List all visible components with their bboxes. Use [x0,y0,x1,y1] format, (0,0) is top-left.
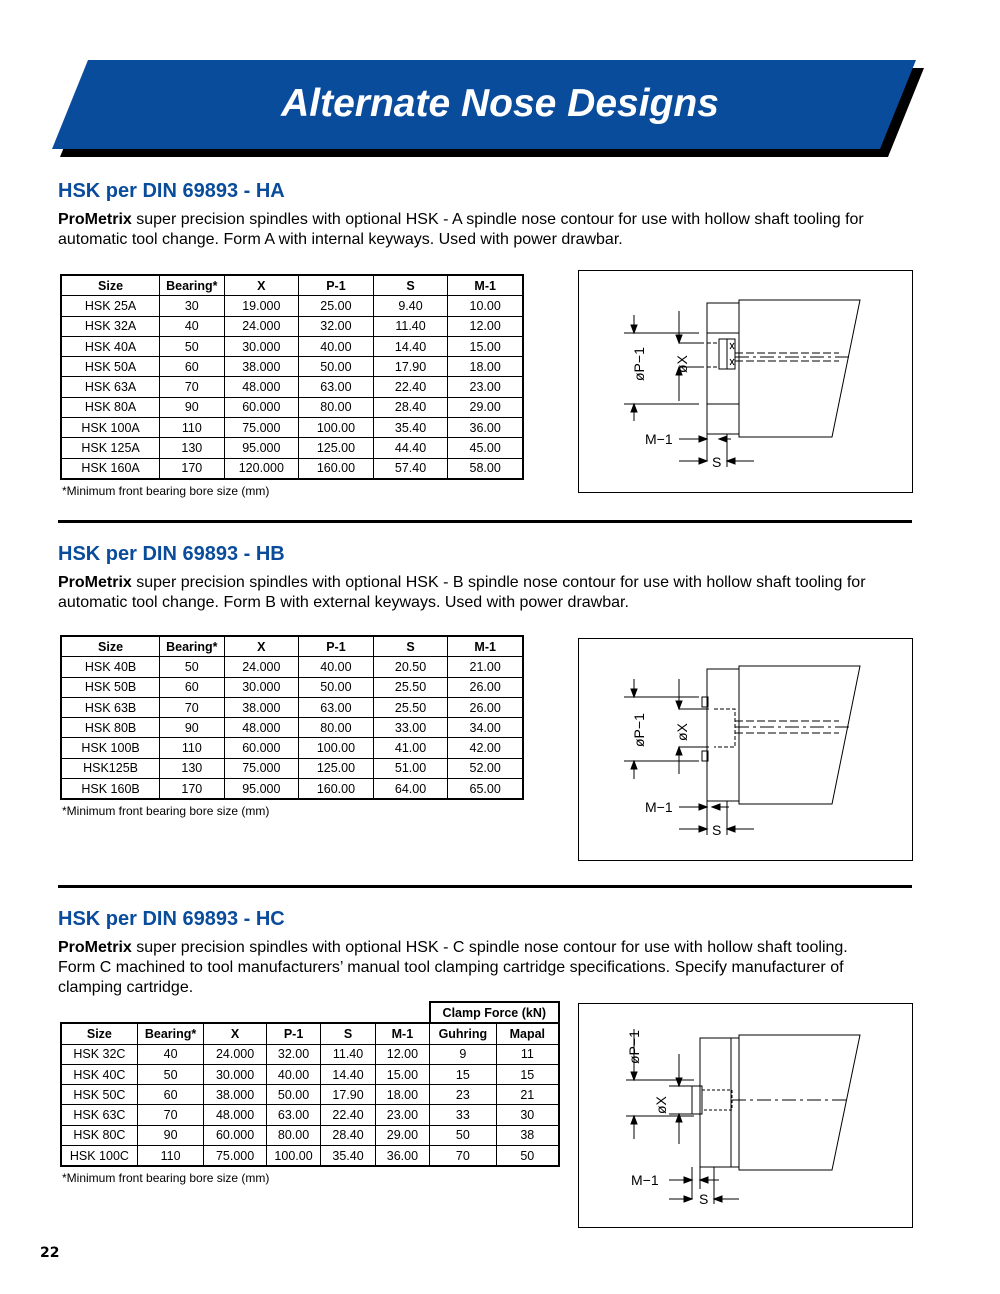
cell: 60.000 [224,397,299,417]
cell: HSK 50A [61,357,160,377]
dim-label-m: M−1 [645,431,673,447]
cell: 38.000 [224,357,299,377]
diagram-hc [578,1003,913,1228]
cell: 34.00 [448,718,523,738]
cell: 125.00 [299,438,374,458]
cell: 30.000 [224,677,299,697]
dim-label-p: øP−1 [631,347,647,381]
table-row [61,1146,559,1167]
cell: 80.00 [299,718,374,738]
cell: 160.00 [299,779,374,800]
table-row [61,397,523,417]
cell: 17.90 [373,357,448,377]
cell: 24.000 [224,316,299,336]
nose-drawing-hb [579,639,912,860]
cell: 40 [137,1044,204,1064]
dim-label-x: øX [674,723,690,741]
dim-label-x: øX [674,355,690,373]
cell: 25.50 [373,677,448,697]
cell: 20.50 [373,657,448,677]
cell: 29.00 [448,397,523,417]
table-row [61,779,523,800]
cell: 15 [496,1064,559,1084]
dim-label-x: øX [653,1096,669,1114]
col-header: Bearing* [160,636,224,657]
cell: 60 [160,677,224,697]
cell: 50.00 [299,677,374,697]
col-header: Size [61,636,160,657]
cell: HSK 80B [61,718,160,738]
cell: 70 [160,377,224,397]
cell: HSK 100C [61,1146,137,1167]
cell: 170 [160,779,224,800]
cell: 42.00 [448,738,523,758]
cell: 11.40 [373,316,448,336]
diagram-hb [578,638,913,861]
dim-label-s: S [712,454,722,470]
col-header: Size [61,1023,137,1044]
cell: 30 [496,1105,559,1125]
cell: 95.000 [224,438,299,458]
cell: 63.00 [299,377,374,397]
col-header: P-1 [299,636,374,657]
col-header: M-1 [448,636,523,657]
cell: HSK 25A [61,296,160,316]
cell: 95.000 [224,779,299,800]
table-row [61,1044,559,1064]
cell: 160.00 [299,458,374,479]
cell: 48.000 [204,1105,266,1125]
cell: 28.40 [321,1125,375,1145]
cell: HSK 125A [61,438,160,458]
cell: 11.40 [321,1044,375,1064]
col-header: X [204,1023,266,1044]
col-header: Bearing* [137,1023,204,1044]
cell: 40.00 [266,1064,321,1084]
cell: 100.00 [299,738,374,758]
cell: 100.00 [266,1146,321,1167]
section-title-hc: HSK per DIN 69893 - HC [58,908,285,930]
dim-label-p: øP−1 [626,1030,642,1064]
cell: 19.000 [224,296,299,316]
cell: 40.00 [299,336,374,356]
col-header: Size [61,275,160,296]
dim-label-s: S [712,822,722,838]
cell: 64.00 [373,779,448,800]
cell: 90 [160,397,224,417]
cell: 110 [160,738,224,758]
cell: 110 [160,418,224,438]
cell: 170 [160,458,224,479]
cell: 80.00 [299,397,374,417]
cell: 45.00 [448,438,523,458]
section-title-ha: HSK per DIN 69893 - HA [58,180,285,202]
table-row [61,677,523,697]
cell: 75.000 [224,758,299,778]
cell: HSK 40A [61,336,160,356]
spec-table-hc [60,1001,560,1167]
cell: 50.00 [266,1085,321,1105]
cell: 60.000 [204,1125,266,1145]
diagram-ha [578,270,913,493]
cell: 15.00 [375,1064,429,1084]
cell: 70 [137,1105,204,1125]
table-row [61,1064,559,1084]
cell: HSK 32C [61,1044,137,1064]
cell: 90 [160,718,224,738]
cell: 33 [430,1105,497,1125]
cell: 28.40 [373,397,448,417]
brand-name: ProMetrix [58,211,132,228]
table-row [61,738,523,758]
table-row [61,316,523,336]
cell: 35.40 [321,1146,375,1167]
col-header: M-1 [375,1023,429,1044]
cell: 38.000 [224,697,299,717]
cell: HSK125B [61,758,160,778]
cell: 40.00 [299,657,374,677]
cell: 18.00 [448,357,523,377]
cell: HSK 100A [61,418,160,438]
cell: 130 [160,758,224,778]
cell: 17.90 [321,1085,375,1105]
cell: 38.000 [204,1085,266,1105]
cell: 50 [160,657,224,677]
col-header: P-1 [299,275,374,296]
cell: 50 [496,1146,559,1167]
cell: 40 [160,316,224,336]
table-row [61,418,523,438]
spec-table-hb [60,635,524,800]
cell: 120.000 [224,458,299,479]
cell: 11 [496,1044,559,1064]
cell: 30.000 [204,1064,266,1084]
cell: 32.00 [299,316,374,336]
nose-drawing-hc [579,1004,912,1227]
dim-label-s: S [699,1191,709,1207]
cell: 100.00 [299,418,374,438]
cell: 14.40 [373,336,448,356]
cell: HSK 40B [61,657,160,677]
cell: 58.00 [448,458,523,479]
cell: 36.00 [375,1146,429,1167]
cell: 18.00 [375,1085,429,1105]
cell: 41.00 [373,738,448,758]
cell: HSK 80C [61,1125,137,1145]
cell: 63.00 [266,1105,321,1125]
cell: 44.40 [373,438,448,458]
cell: 14.40 [321,1064,375,1084]
section-divider [58,520,912,523]
section-description-ha: ProMetrix super precision spindles with optional HSK - A spindle nose contour for use with hollow shaft tooling for automatic tool change. Form A with internal keyways. Used with power drawbar. [58,211,864,248]
spec-table-ha [60,274,524,480]
cell: 50.00 [299,357,374,377]
cell: 26.00 [448,697,523,717]
cell: 51.00 [373,758,448,778]
table-row [61,1105,559,1125]
col-header: S [373,275,448,296]
table-row [61,1125,559,1145]
brand-name: ProMetrix [58,574,132,591]
dim-label-p: øP−1 [631,713,647,747]
cell: 12.00 [375,1044,429,1064]
brand-name: ProMetrix [58,939,132,956]
cell: 50 [160,336,224,356]
cell: HSK 32A [61,316,160,336]
cell: 35.40 [373,418,448,438]
cell: 60 [160,357,224,377]
cell: 22.40 [321,1105,375,1125]
header-banner [0,0,1000,170]
table-row [61,458,523,479]
table-row [61,718,523,738]
section-title-hb: HSK per DIN 69893 - HB [58,543,285,565]
cell: 23.00 [375,1105,429,1125]
table-row [61,657,523,677]
table-row [61,377,523,397]
cell: 110 [137,1146,204,1167]
col-header: S [373,636,448,657]
cell: 15 [430,1064,497,1084]
cell: HSK 160A [61,458,160,479]
cell: 22.40 [373,377,448,397]
cell: HSK 160B [61,779,160,800]
col-header: P-1 [266,1023,321,1044]
cell: 50 [137,1064,204,1084]
cell: HSK 50B [61,677,160,697]
cell: 75.000 [224,418,299,438]
cell: HSK 40C [61,1064,137,1084]
footnote-hb: *Minimum front bearing bore size (mm) [62,804,270,818]
cell: 80.00 [266,1125,321,1145]
cell: HSK 80A [61,397,160,417]
table-row [61,336,523,356]
cell: 50 [430,1125,497,1145]
cell: 48.000 [224,718,299,738]
table-row [61,357,523,377]
cell: 36.00 [448,418,523,438]
section-divider [58,885,912,888]
cell: 15.00 [448,336,523,356]
cell: 29.00 [375,1125,429,1145]
col-header: Mapal [496,1023,559,1044]
table-row [61,697,523,717]
section-description-hc: ProMetrix super precision spindles with optional HSK - C spindle nose contour for use with hollow shaft tooling. Form C machined to tool manufacturers’ manual tool clamping cartridge specifications. Specify manufacturer of clamping cartridge. [58,939,848,996]
cell: 23 [430,1085,497,1105]
cell: HSK 50C [61,1085,137,1105]
cell: 10.00 [448,296,523,316]
blank-header [61,1002,430,1023]
cell: HSK 100B [61,738,160,758]
table-row [61,1085,559,1105]
dim-label-m: M−1 [645,799,673,815]
cell: HSK 63A [61,377,160,397]
cell: 26.00 [448,677,523,697]
cell: 70 [160,697,224,717]
cell: 90 [137,1125,204,1145]
col-header: Bearing* [160,275,224,296]
dim-label-m: M−1 [631,1172,659,1188]
table-row [61,296,523,316]
cell: 57.40 [373,458,448,479]
cell: 9.40 [373,296,448,316]
cell: HSK 63C [61,1105,137,1125]
cell: 60 [137,1085,204,1105]
cell: 38 [496,1125,559,1145]
cell: 21.00 [448,657,523,677]
nose-drawing-ha [579,271,912,492]
cell: 130 [160,438,224,458]
cell: 65.00 [448,779,523,800]
cell: 32.00 [266,1044,321,1064]
cell: 9 [430,1044,497,1064]
col-header: M-1 [448,275,523,296]
section-description-hb: ProMetrix super precision spindles with optional HSK - B spindle nose contour for use with hollow shaft tooling for automatic tool change. Form B with external keyways. Used with power drawbar. [58,574,866,611]
cell: 23.00 [448,377,523,397]
footnote-ha: *Minimum front bearing bore size (mm) [62,484,270,498]
col-header: X [224,636,299,657]
cell: 63.00 [299,697,374,717]
cell: 52.00 [448,758,523,778]
col-header: Guhring [430,1023,497,1044]
table-row [61,438,523,458]
cell: 24.000 [224,657,299,677]
table-row [61,758,523,778]
cell: 125.00 [299,758,374,778]
cell: 70 [430,1146,497,1167]
cell: 60.000 [224,738,299,758]
clamp-force-header: Clamp Force (kN) [430,1002,559,1023]
cell: HSK 63B [61,697,160,717]
cell: 75.000 [204,1146,266,1167]
cell: 12.00 [448,316,523,336]
cell: 21 [496,1085,559,1105]
cell: 33.00 [373,718,448,738]
page-number: 22 [40,1245,60,1261]
cell: 30.000 [224,336,299,356]
page-title: Alternate Nose Designs [281,82,719,125]
cell: 24.000 [204,1044,266,1064]
footnote-hc: *Minimum front bearing bore size (mm) [62,1171,270,1185]
cell: 25.00 [299,296,374,316]
cell: 25.50 [373,697,448,717]
col-header: S [321,1023,375,1044]
col-header: X [224,275,299,296]
cell: 48.000 [224,377,299,397]
cell: 30 [160,296,224,316]
